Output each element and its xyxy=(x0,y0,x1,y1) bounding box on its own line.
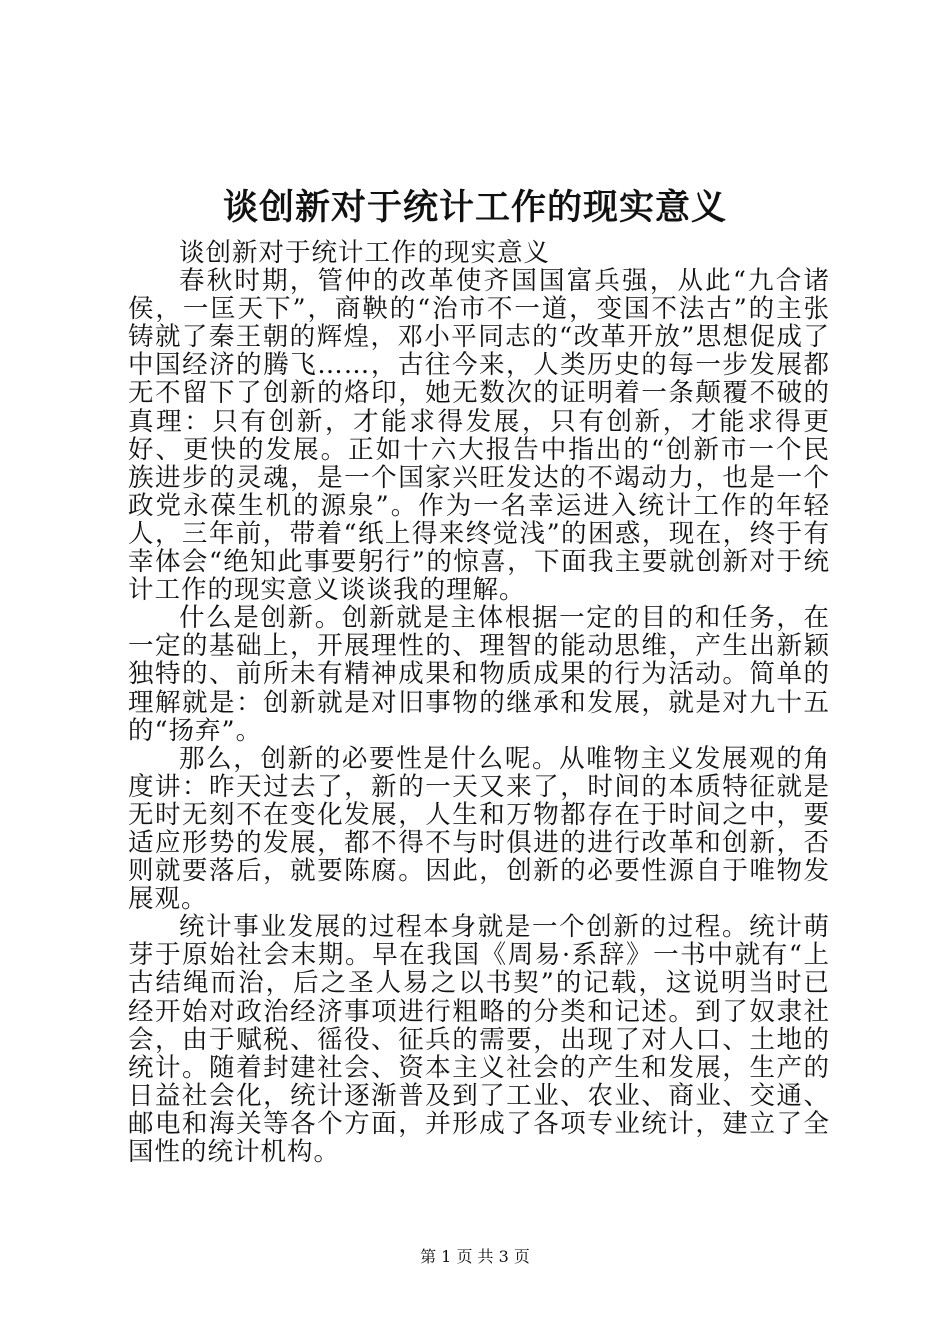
page-footer: 第 1 页 共 3 页 xyxy=(420,1247,530,1266)
document-title: 谈创新对于统计工作的现实意义 xyxy=(222,187,727,228)
paragraph-definition: 什么是创新。创新就是主体根据一定的目的和任务，在一定的基础上，开展理性的、理智的能动思维，产生出新颖独特的、前所未有精神成果和物质成果的行为活动。简单的理解就是：创新就是对旧事物的继承和发展，就是对九十五的“扬弃”。 xyxy=(128,603,830,746)
paragraph-subtitle: 谈创新对于统计工作的现实意义 xyxy=(179,238,551,268)
paragraph-intro: 春秋时期，管仲的改革使齐国国富兵强，从此“九合诸侯，一匡天下”，商鞅的“治市不一道，变国不法古”的主张铸就了秦王朝的辉煌，邓小平同志的“改革开放”思想促成了中国经济的腾飞……，古往今来，人类历史的每一步发展都无不留下了创新的烙印，她无数次的证明着一条颠覆不破的真理：只有创新，才能求得发展，只有创新，才能求得更好、更快的发展。正如十六大报告中指出的“创新市一个民族进步的灵魂，是一个国家兴旺发达的不竭动力，也是一个政党永葆生机的源泉”。作为一名幸运进入统计工作的年轻人，三年前，带着“纸上得来终觉浅”的困惑，现在，终于有幸体会“绝知此事要躬行”的惊喜，下面我主要就创新对于统计工作的现实意义谈谈我的理解。 xyxy=(128,266,830,606)
document-body xyxy=(128,239,830,1166)
paragraph-necessity: 那么，创新的必要性是什么呢。从唯物主义发展观的角度讲：昨天过去了，新的一天又来了，时间的本质特征就是无时无刻不在变化发展，人生和万物都存在于时间之中，要适应形势的发展，都不得不与时俱进的进行改革和创新，否则就要落后，就要陈腐。因此，创新的必要性源自于唯物发展观。 xyxy=(128,743,830,915)
paragraph-history: 统计事业发展的过程本身就是一个创新的过程。统计萌芽于原始社会末期。早在我国《周易·系辞》一书中就有“上古结绳而治，后之圣人易之以书契”的记载，这说明当时已经开始对政治经济事项进行粗略的分类和记述。到了奴隶社会，由于赋税、徭役、征兵的需要，出现了对人口、土地的统计。随着封建社会、资本主义社会的产生和发展，生产的日益社会化，统计逐渐普及到了工业、农业、商业、交通、邮电和海关等各个方面，并形成了各项专业统计，建立了全国性的统计机构。 xyxy=(128,912,830,1167)
